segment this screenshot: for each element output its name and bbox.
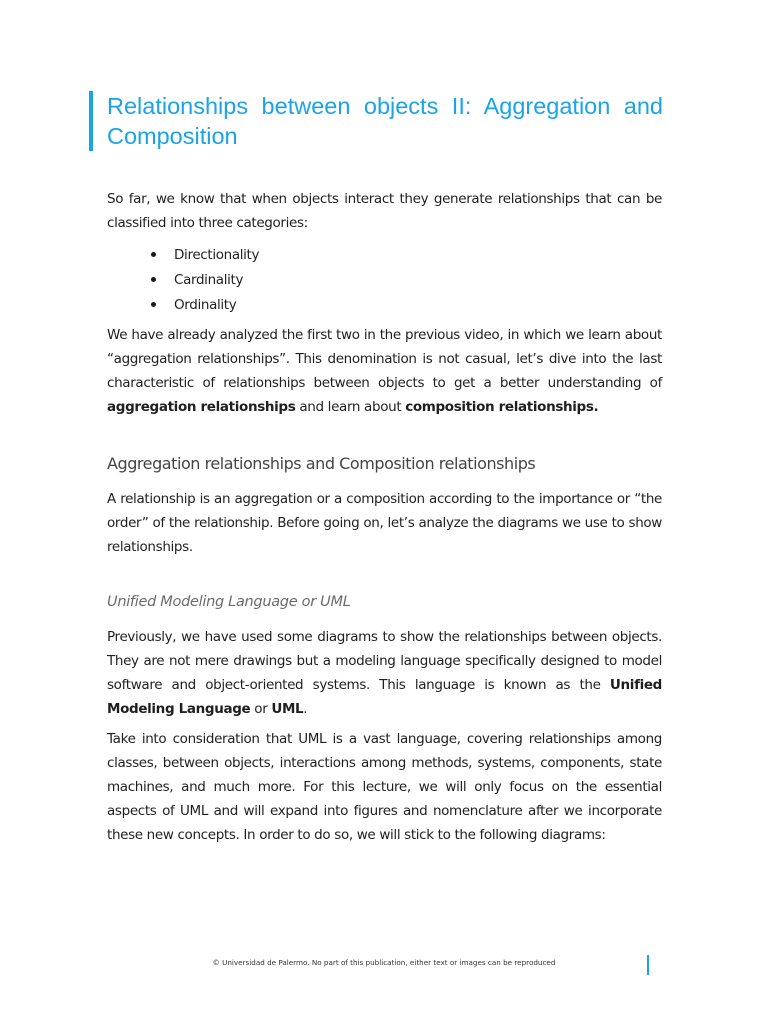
title-block — [89, 91, 663, 151]
bold-term-uml: UML — [271, 701, 304, 717]
bullet-icon — [151, 302, 156, 307]
uml-paragraph: Previously, we have used some diagrams to show the relationships between objects. They are not mere drawings but a modeling language specifically designed to model software and object-oriented systems. This language is known as the Unified Modeling Language or UML. — [107, 629, 662, 717]
footer-accent-bar — [647, 955, 649, 975]
bold-term-composition: composition relationships. — [405, 399, 599, 415]
section-heading-aggregation: Aggregation relationships and Composition relationships — [107, 454, 536, 473]
list-item: Cardinality — [148, 268, 259, 293]
page-title: Relationships between objects II: Aggregation and Composition — [107, 93, 663, 149]
bullet-icon — [151, 277, 156, 282]
uml-scope-paragraph: Take into consideration that UML is a vast language, covering relationships among classes, between objects, interactions among methods, systems, components, state machines, and much more. For this lecture, we will only focus on the essential aspects of UML and will expand into figures and nomenclature after we incorporate these new concepts. In order to do so, we will stick to the following diagrams: — [107, 731, 662, 843]
categories-list — [148, 243, 259, 318]
intro-paragraph: So far, we know that when objects interact they generate relationships that can be classified into three categories: — [107, 191, 662, 231]
bold-term-uml-full: Unified Modeling Language — [107, 677, 662, 717]
list-item: Ordinality — [148, 293, 259, 318]
title-accent-bar — [89, 91, 93, 151]
list-item: Directionality — [148, 243, 259, 268]
page-footer: © Universidad de Palermo. No part of this publication, either text or images can be reproduced — [212, 958, 556, 967]
bold-term-aggregation: aggregation relationships — [107, 399, 296, 415]
bullet-icon — [151, 252, 156, 257]
aggregation-intro-paragraph: We have already analyzed the first two in the previous video, in which we learn about “aggregation relationships”. This denomination is not casual, let’s dive into the last characteristic of relationships between objects to get a better understanding of aggregation relationships and learn about composition relationships. — [107, 327, 662, 415]
relationship-paragraph: A relationship is an aggregation or a composition according to the importance or “the order” of the relationship. Before going on, let’s analyze the diagrams we use to show relationships. — [107, 491, 662, 555]
section-heading-uml: Unified Modeling Language or UML — [107, 594, 351, 610]
